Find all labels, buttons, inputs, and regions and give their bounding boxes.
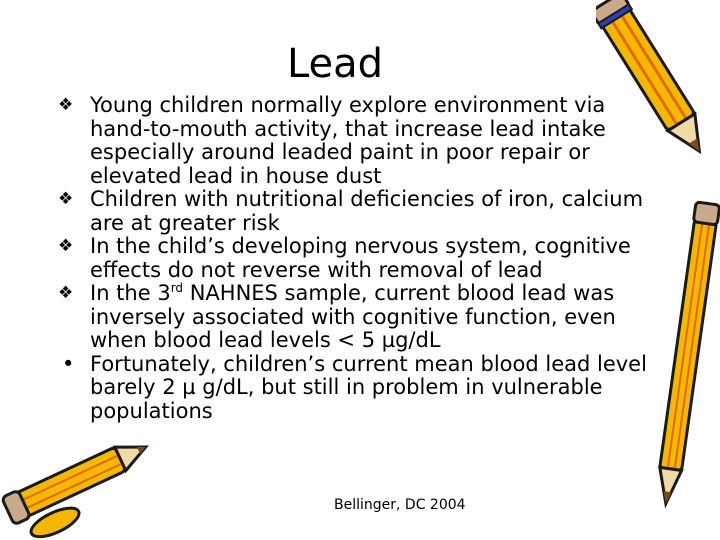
bullet-diamond-icon: ❖ [58,189,74,209]
bullet-text: Children with nutritional deficiencies of iron, calcium are at greater risk [90,187,644,235]
bullet-text: In the 3 [90,281,171,305]
bullet-dot-icon: • [62,351,75,376]
slide-title: Lead [286,41,384,87]
bullet-item [58,188,668,235]
bullet-diamond-icon: ❖ [58,236,74,256]
bullet-text: Fortunately, children’s current mean blood lead level barely 2 µ g/dL, but still in problem in vulnerable populations [90,351,647,423]
bullet-item [58,94,668,188]
bullet-diamond-icon: ❖ [58,95,74,115]
bullet-list [58,94,668,423]
bullet-item [58,353,668,424]
pencil-icon [0,420,150,540]
bullet-text: Young children normally explore environment via hand-to-mouth activity, that increase lead intake especially around leaded paint in poor repair or elevated lead in house dust [90,93,606,188]
citation: Bellinger, DC 2004 [334,497,466,513]
bullet-diamond-icon: ❖ [58,283,74,303]
bullet-text: NAHNES sample, current blood lead was inversely associated with cognitive function, even when blood lead levels < 5 µg/dL [90,281,616,352]
bullet-superscript: rd [170,281,184,295]
bullet-item [58,282,668,353]
bullet-text: In the child’s developing nervous system, cognitive effects do not reverse with removal of lead [90,234,631,282]
bullet-item [58,235,668,282]
